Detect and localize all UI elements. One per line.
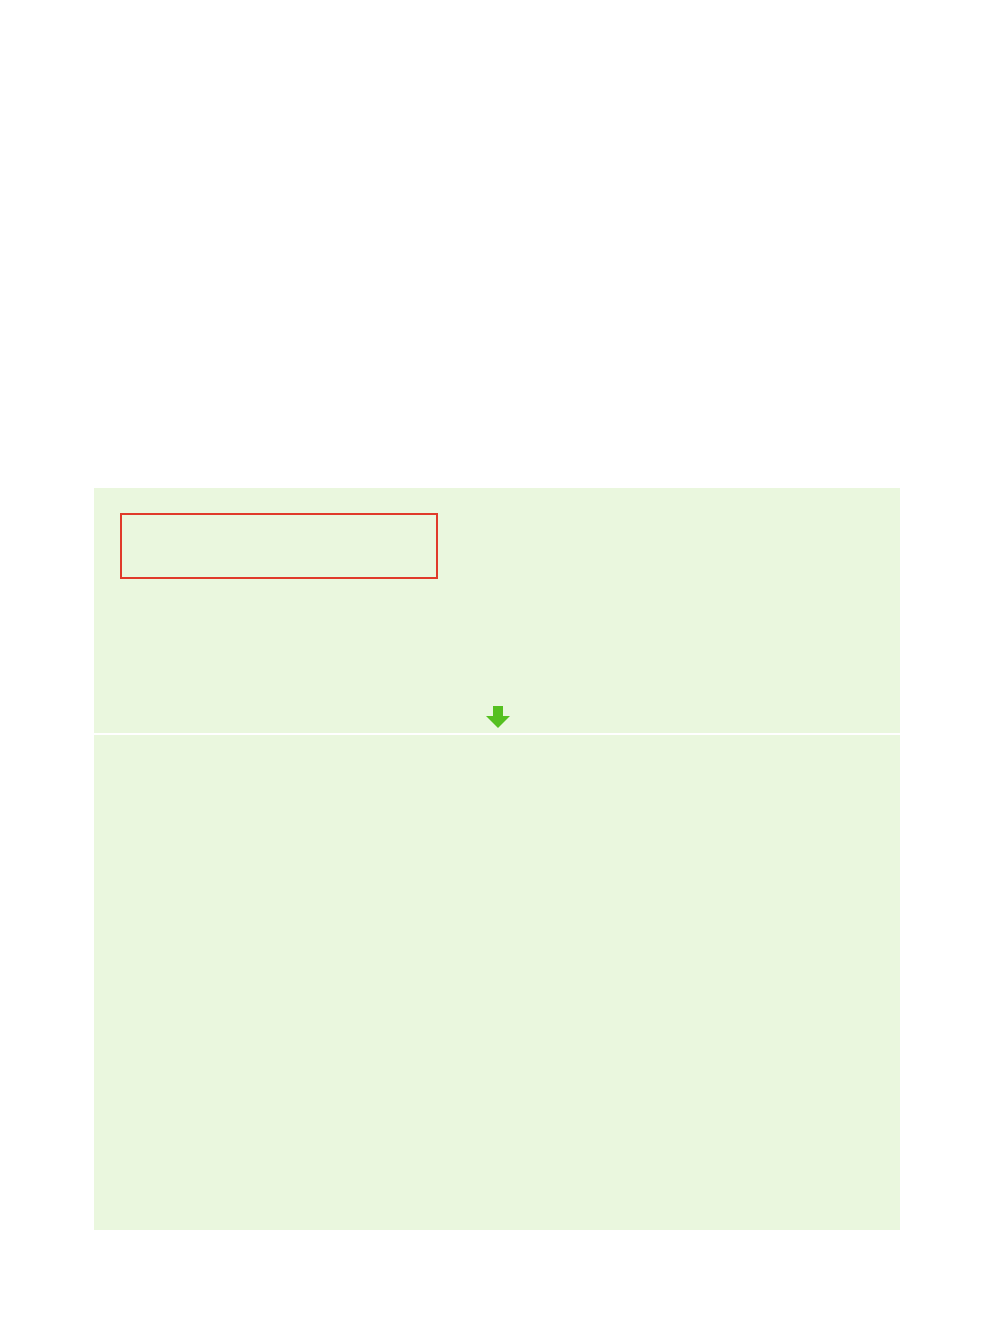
divider <box>94 733 900 735</box>
highlight-box <box>120 513 438 579</box>
arrow-down-icon <box>486 716 510 728</box>
example-panel <box>94 488 900 1230</box>
